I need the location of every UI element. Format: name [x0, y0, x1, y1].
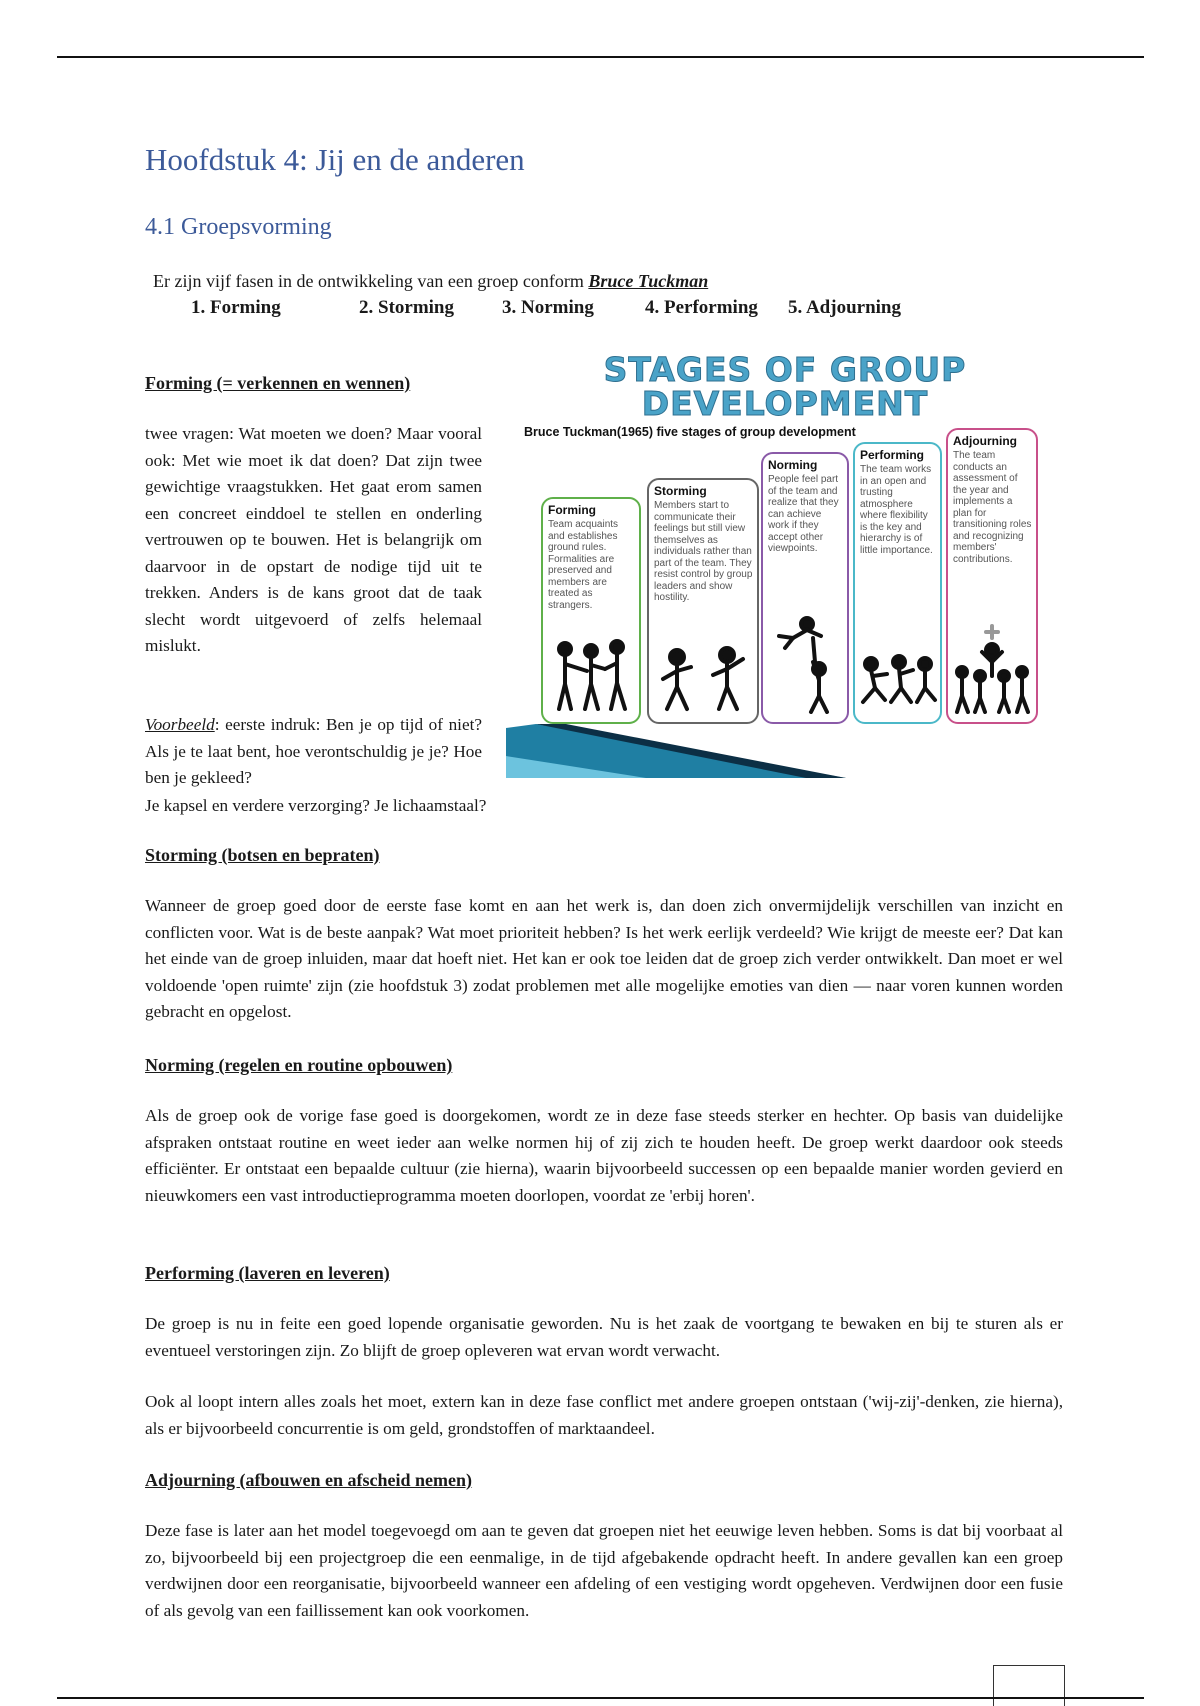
intro-text: Er zijn vijf fasen in de ontwikkeling van een groep conform	[153, 271, 584, 291]
example-text: : eerste indruk: Ben je op tijd of niet? Als je te laat bent, hoe verontschuldig je je? Hoe ben je gekleed?	[145, 715, 482, 787]
card-norming	[761, 452, 849, 724]
celebrating-figures-icon	[948, 624, 1036, 714]
card-performing	[853, 442, 942, 724]
figure-title-line1: STAGES OF GROUP	[603, 350, 967, 389]
adjourning-heading: Adjourning (afbouwen en afscheid nemen)	[145, 1470, 473, 1490]
storming-paragraph: Wanneer de groep goed door de eerste fase komt en aan het werk is, dan doen zich onvermijdelijk verschillen van inzicht en conflicten voor. Wat is de beste aanpak? Wat moet prioriteit hebben? Is het werk eerlijk verdeeld? Wie krijgt de meeste eer? Dat kan het einde van de groep inluiden, maar dat hoeft niet. Het kan er ook toe leiden dat de groep zich verder ontwikkelt. Dan moet er wel voldoende 'open ruimte' zijn (zie hoofdstuk 3) zodat problemen met alle mogelijke emoties van dien — naar voren kunnen worden gebracht en opgelost.	[145, 896, 1063, 1021]
card-forming-name: Forming	[548, 503, 596, 517]
norming-paragraph: Als de groep ook de vorige fase goed is doorgekomen, wordt ze in deze fase steeds sterker en hechter. Op basis van duidelijke afspraken ontstaat routine en weet ieder aan welke normen hij of zij zich te houden heeft. De groep werkt daardoor ook steeds efficiënter. Er ontstaat een bepaalde cultuur (zie hierna), waarin bijvoorbeeld successen op een bepaalde manier worden gevierd en nieuwkomers een vast introductieprogramma moeten doorlopen, voordat ze 'erbij horen'.	[145, 1106, 1063, 1205]
forming-example-last-line: Je kapsel en verdere verzorging? Je lichaamstaal?	[145, 796, 487, 815]
forming-paragraph: twee vragen: Wat moeten we doen? Maar vooral ook: Met wie moet ik dat doen? Dat zijn twee gewichtige vraagstukken. Het gaat erom samen een concreet einddoel te stellen en onderling vertrouwen op te bouwen. Het is belangrijk om daarvoor in de opstart de nodige tijd uit te trekken. Anders is de kans groot dat de taak slecht wordt uitgevoerd of zelfs helemaal mislukt.	[145, 424, 482, 655]
card-performing-desc: The team works in an open and trusting atmosphere where flexibility is the key and hierarchy is of little importance.	[860, 464, 933, 556]
performing-heading: Performing (laveren en leveren)	[145, 1263, 390, 1283]
example-label: Voorbeeld	[145, 715, 215, 734]
card-storming-desc: Members start to communicate their feelings but still view themselves as individuals rather than part of the team. They resist control by group leaders and show hostility.	[654, 500, 753, 603]
card-storming-name: Storming	[654, 484, 707, 498]
storming-heading: Storming (botsen en bepraten)	[145, 845, 380, 865]
stage-item-norming: 3. Norming	[502, 297, 594, 318]
handshake-figures-icon	[543, 639, 639, 714]
card-storming	[647, 478, 759, 724]
card-adjourning	[946, 428, 1038, 724]
figure-subtitle: Bruce Tuckman(1965) five stages of group development	[524, 425, 856, 439]
running-figures-icon	[855, 644, 940, 714]
header-rule	[57, 56, 1144, 58]
norming-heading: Norming (regelen en routine opbouwen)	[145, 1055, 453, 1075]
forming-heading: Forming (= verkennen en wennen)	[145, 373, 411, 393]
author-name: Bruce Tuckman	[588, 271, 709, 291]
performing-paragraph-1: De groep is nu in feite een goed lopende organisatie geworden. Nu is het zaak de voortgang te bewaken en bij te sturen als er eventueel verstoringen zijn. Zo blijft de groep opleveren wat ervan wordt verwacht.	[145, 1314, 1063, 1360]
adjourning-paragraph: Deze fase is later aan het model toegevoegd om aan te geven dat groepen niet het eeuwige leven hebben. Soms is dat bij voorbaat al zo, bijvoorbeeld bij een projectgroep die een eenmalige, in de tijd afgebakende opdracht heeft. In andere gevallen kan een groep verdwijnen door een reorganisatie, bijvoorbeeld wanneer een afdeling of een vestiging wordt opgeheven. Verdwijnen door een fusie of als gevolg van een faillissement kan ook voorkomen.	[145, 1521, 1063, 1620]
card-forming	[541, 497, 641, 724]
card-adjourning-desc: The team conducts an assessment of the year and implements a plan for transitioning roles and recognizing members' contributions.	[953, 450, 1032, 565]
performing-paragraph-2: Ook al loopt intern alles zoals het moet, extern kan in deze fase conflict met andere groepen ontstaan ('wij-zij'-denken, zie hierna), als er bijvoorbeeld concurrentie is om geld, grondstoffen of marktaandeel.	[145, 1392, 1063, 1438]
stage-item-forming: 1. Forming	[191, 297, 281, 318]
climbing-figures-icon	[763, 614, 847, 714]
card-forming-desc: Team acquaints and establishes ground rules. Formalities are preserved and members are treated as strangers.	[548, 519, 619, 611]
chapter-title: Hoofdstuk 4: Jij en de anderen	[145, 142, 525, 177]
fighting-figures-icon	[649, 639, 757, 714]
card-adjourning-name: Adjourning	[953, 434, 1017, 448]
stage-item-storming: 2. Storming	[359, 297, 454, 318]
stages-figure	[506, 350, 1064, 782]
intro-sentence	[153, 271, 708, 292]
figure-title-line2: DEVELOPMENT	[641, 384, 929, 423]
figure-ribbon	[506, 716, 846, 778]
forming-example	[145, 712, 482, 792]
footer-rule	[57, 1697, 1144, 1699]
card-norming-name: Norming	[768, 458, 818, 472]
card-performing-name: Performing	[860, 448, 925, 462]
stage-item-performing: 4. Performing	[645, 297, 758, 318]
section-title: 4.1 Groepsvorming	[145, 214, 332, 240]
card-norming-desc: People feel part of the team and realize that they can achieve work if they accept other viewpoints.	[768, 474, 839, 554]
stage-item-adjourning: 5. Adjourning	[788, 297, 901, 318]
